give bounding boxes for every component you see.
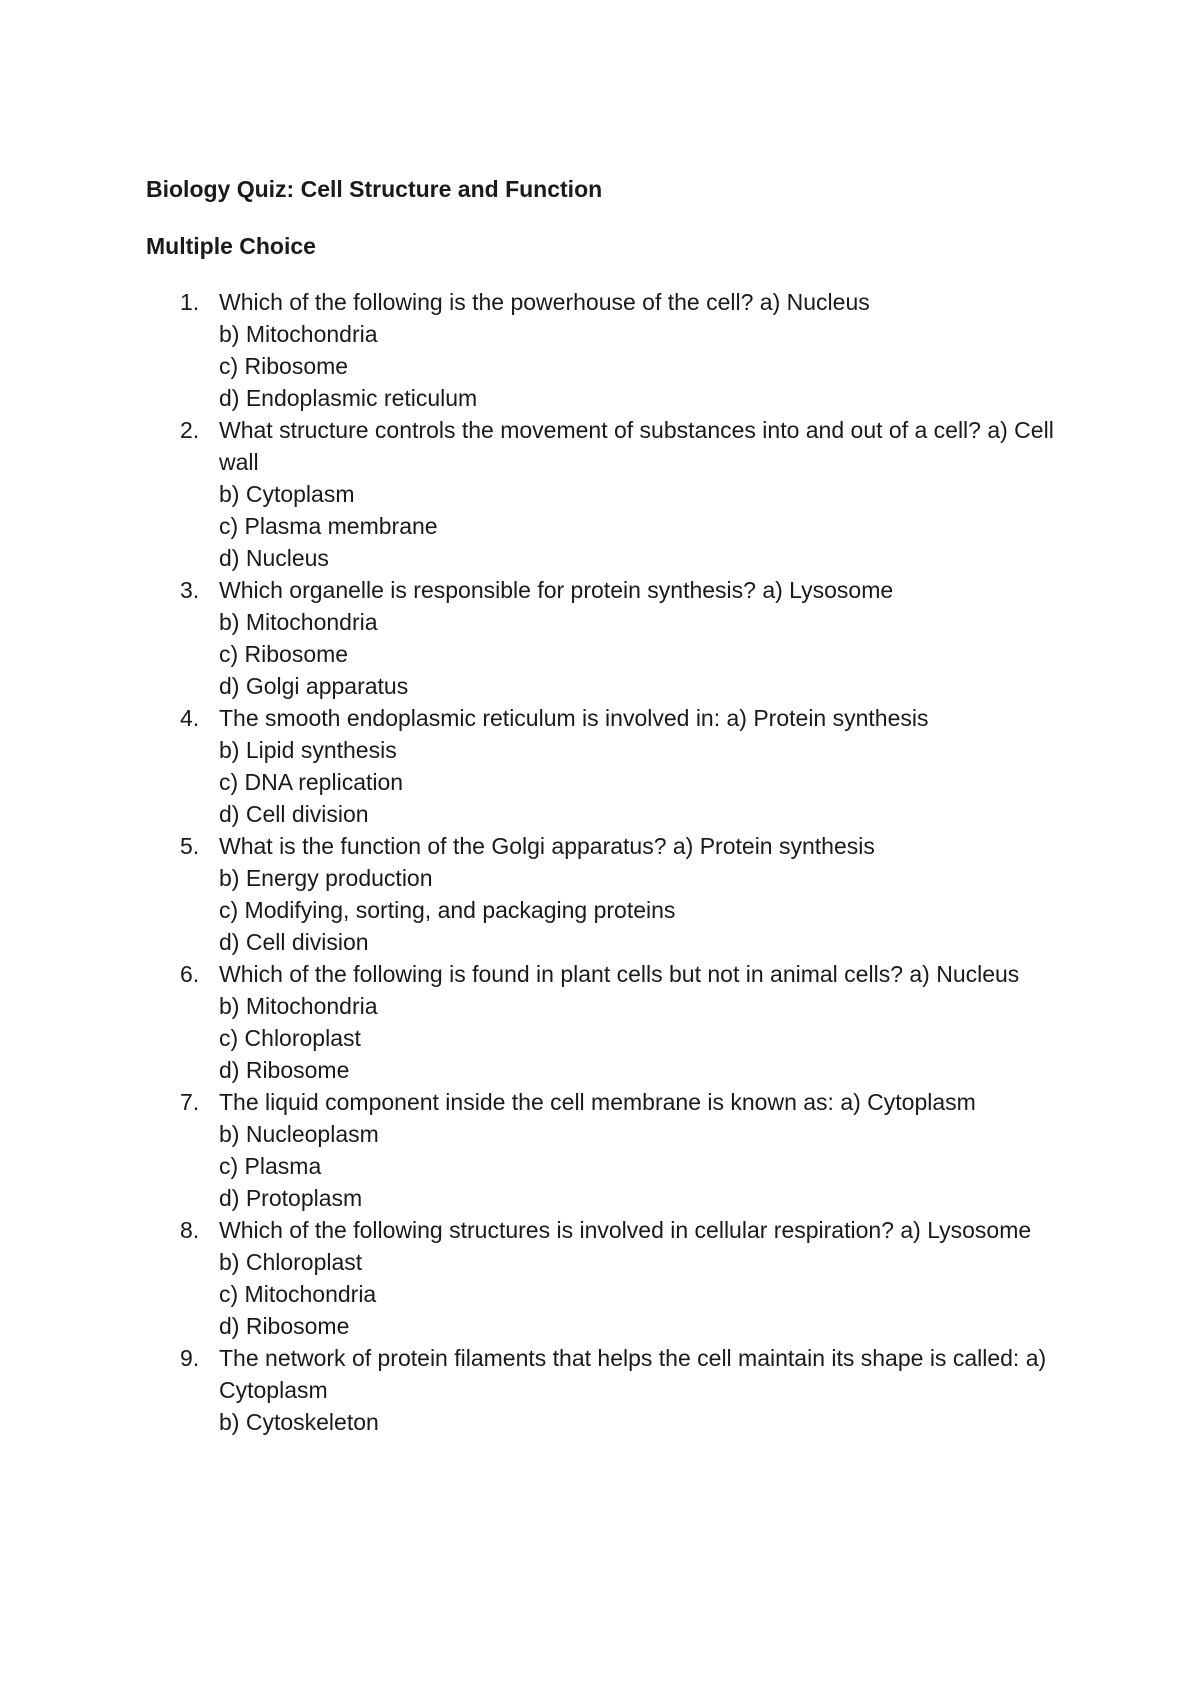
answer-option: c) DNA replication — [219, 769, 404, 795]
answer-option: b) Mitochondria — [219, 609, 378, 635]
question-number: 3. — [180, 577, 200, 603]
answer-option: d) Protoplasm — [219, 1185, 363, 1211]
question-text: The smooth endoplasmic reticulum is involved in: a) Protein synthesis — [219, 705, 929, 731]
answer-option: d) Cell division — [219, 801, 369, 827]
answer-option: b) Mitochondria — [219, 993, 378, 1019]
answer-option: c) Mitochondria — [219, 1281, 377, 1307]
question-number: 4. — [180, 705, 200, 731]
question-list — [0, 286, 1059, 1438]
section-heading: Multiple Choice — [146, 233, 316, 259]
answer-option: d) Cell division — [219, 929, 369, 955]
question-text: Which of the following is found in plant cells but not in animal cells? a) Nucleus — [219, 961, 1020, 987]
question-text: What is the function of the Golgi apparatus? a) Protein synthesis — [219, 833, 875, 859]
answer-option: d) Nucleus — [219, 545, 329, 571]
question-4 — [0, 702, 1059, 830]
question-5 — [0, 830, 1059, 958]
question-2 — [0, 414, 1059, 574]
question-8 — [0, 1214, 1059, 1342]
question-number: 8. — [180, 1217, 200, 1243]
question-text: Which of the following is the powerhouse of the cell? a) Nucleus — [219, 289, 870, 315]
answer-option: d) Ribosome — [219, 1313, 350, 1339]
question-text: The network of protein filaments that helps the cell maintain its shape is called: a) Cytoplasm — [219, 1345, 1047, 1403]
answer-option: d) Golgi apparatus — [219, 673, 409, 699]
question-6 — [0, 958, 1059, 1086]
question-text: Which of the following structures is involved in cellular respiration? a) Lysosome — [219, 1217, 1032, 1243]
answer-option: c) Plasma membrane — [219, 513, 438, 539]
question-number: 1. — [180, 289, 200, 315]
answer-option: b) Lipid synthesis — [219, 737, 397, 763]
answer-option: b) Mitochondria — [219, 321, 378, 347]
question-7 — [0, 1086, 1059, 1214]
question-text: What structure controls the movement of substances into and out of a cell? a) Cell wall — [219, 417, 1054, 475]
question-number: 9. — [180, 1345, 200, 1371]
answer-option: b) Nucleoplasm — [219, 1121, 379, 1147]
question-number: 2. — [180, 417, 200, 443]
question-number: 5. — [180, 833, 200, 859]
answer-option: c) Modifying, sorting, and packaging proteins — [219, 897, 676, 923]
question-3 — [0, 574, 1059, 702]
question-1 — [0, 286, 1059, 414]
document-title: Biology Quiz: Cell Structure and Function — [146, 176, 603, 202]
answer-option: c) Plasma — [219, 1153, 322, 1179]
answer-option: c) Ribosome — [219, 641, 349, 667]
answer-option: b) Cytoskeleton — [219, 1409, 379, 1435]
answer-option: c) Chloroplast — [219, 1025, 361, 1051]
answer-option: b) Chloroplast — [219, 1249, 363, 1275]
question-9 — [0, 1342, 1059, 1438]
answer-option: d) Ribosome — [219, 1057, 350, 1083]
question-text: Which organelle is responsible for protein synthesis? a) Lysosome — [219, 577, 894, 603]
answer-option: b) Cytoplasm — [219, 481, 355, 507]
question-number: 7. — [180, 1089, 200, 1115]
answer-option: b) Energy production — [219, 865, 433, 891]
answer-option: c) Ribosome — [219, 353, 349, 379]
question-number: 6. — [180, 961, 200, 987]
question-text: The liquid component inside the cell membrane is known as: a) Cytoplasm — [219, 1089, 976, 1115]
answer-option: d) Endoplasmic reticulum — [219, 385, 478, 411]
